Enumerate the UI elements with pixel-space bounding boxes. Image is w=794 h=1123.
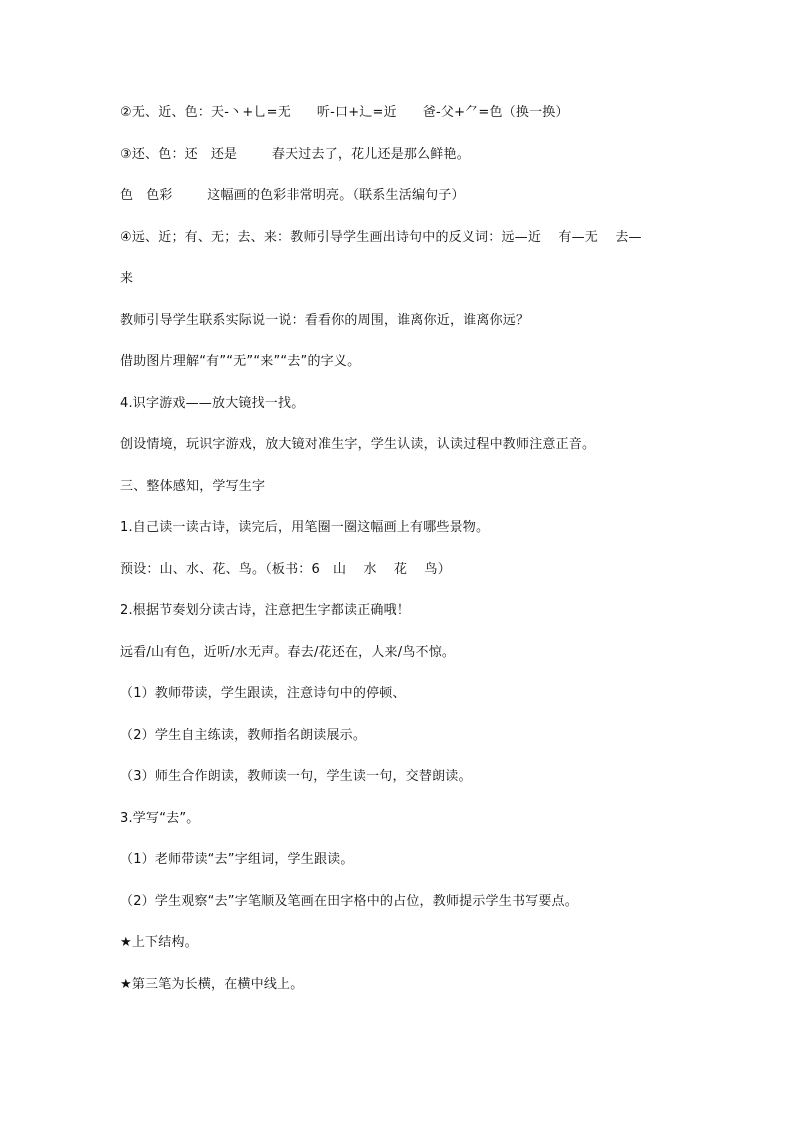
text-line: 借助图片理解“有”“无”“来”“去”的字义。 [120,354,361,369]
text-line: 色 色彩 这幅画的色彩非常明亮。（联系生活编句子） [120,188,465,203]
text-line: ②无、近、色：天-丶+乚=无 听-口+辶=近 爸-父+⺈=色（换一换） [120,105,569,120]
poem-line: 远看/山有色，近听/水无声。春去/花还在，人来/鸟不惊。 [120,644,456,660]
text-line: ★第三笔为长横，在横中线上。 [120,976,304,992]
text-line: 创设情境，玩识字游戏，放大镜对准生字，学生认读，认读过程中教师注意正音。 [120,437,596,452]
text-line: 2.根据节奏划分读古诗，注意把生字都读正确哦！ [120,603,411,618]
text-line: 预设：山、水、花、鸟。（板书：6 山 水 花 鸟） [120,561,451,577]
text-line: ★上下结构。 [120,935,198,950]
text-line: ③还、色：还 还是 春天过去了，花儿还是那么鲜艳。 [120,146,470,162]
text-line: 来 [120,271,134,286]
text-line: （3）师生合作朗读，教师读一句，学生读一句，交替朗读。 [120,769,472,784]
text-line: 1.自己读一读古诗，读完后，用笔圈一圈这幅画上有哪些景物。 [120,520,490,535]
text-line: （1）教师带读，学生跟读，注意诗句中的停顿、 [120,686,406,701]
text-line: （1）老师带读“去”字组词，学生跟读。 [120,852,354,867]
text-line: 3.学写“去”。 [120,810,200,826]
text-line: （2）学生自主练读，教师指名朗读展示。 [120,727,367,743]
text-line: （2）学生观察“去”字笔顺及笔画在田字格中的占位，教师提示学生书写要点。 [120,893,578,909]
text-line: 4.识字游戏——放大镜找一找。 [120,395,305,411]
section-heading: 三、整体感知，学写生字 [120,478,266,494]
text-line: 教师引导学生联系实际说一说：看看你的周围，谁离你近，谁离你远？ [120,312,530,328]
document-body [120,103,680,1016]
text-line: ④远、近；有、无；去、来：教师引导学生画出诗句中的反义词：远—近 有—无 去— [120,229,642,245]
